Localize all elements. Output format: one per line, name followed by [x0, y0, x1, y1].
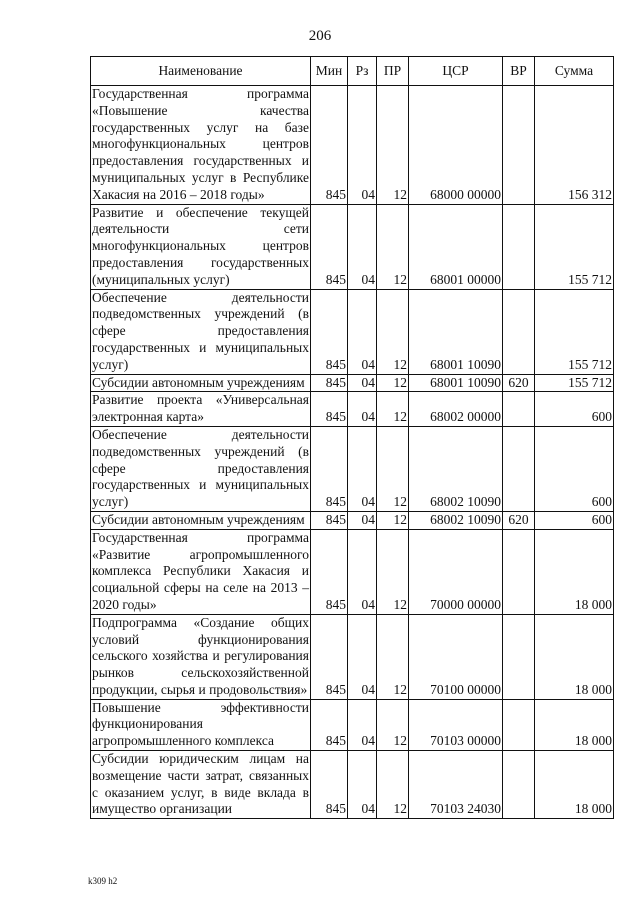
row-min: 845: [311, 204, 348, 289]
row-sum: 155 712: [535, 204, 614, 289]
row-min: 845: [311, 614, 348, 699]
header-pr: ПР: [377, 57, 409, 86]
row-name: Развитие и обеспечение текущей деятельности сети многофункциональных центров предоставления государственных (муниципальных услуг): [91, 204, 311, 289]
row-csr: 68001 10090: [409, 289, 503, 374]
row-sum: 155 712: [535, 374, 614, 392]
footer-code: k309 h2: [88, 876, 118, 886]
row-pr: 12: [377, 511, 409, 529]
table-header-row: [91, 57, 614, 86]
row-rz: 04: [348, 699, 377, 750]
table-row: [91, 511, 614, 529]
row-min: 845: [311, 751, 348, 819]
row-min: 845: [311, 511, 348, 529]
row-pr: 12: [377, 204, 409, 289]
row-pr: 12: [377, 289, 409, 374]
header-vr: ВР: [503, 57, 535, 86]
row-sum: 18 000: [535, 529, 614, 614]
row-pr: 12: [377, 529, 409, 614]
table-row: [91, 751, 614, 819]
row-name: Подпрограмма «Создание общих условий функционирования сельского хозяйства и регулирования рынков сельскохозяйственной продукции, сырья и продовольствия»: [91, 614, 311, 699]
row-name: Субсидии автономным учреждениям: [91, 374, 311, 392]
row-csr: 68001 00000: [409, 204, 503, 289]
row-vr: [503, 614, 535, 699]
row-pr: 12: [377, 614, 409, 699]
row-sum: 600: [535, 511, 614, 529]
table-row: [91, 392, 614, 427]
table-row: [91, 529, 614, 614]
row-sum: 600: [535, 392, 614, 427]
row-name: Обеспечение деятельности подведомственных учреждений (в сфере предоставления государственных и муниципальных услуг): [91, 426, 311, 511]
row-rz: 04: [348, 86, 377, 205]
row-pr: 12: [377, 86, 409, 205]
budget-table: [90, 56, 614, 819]
row-name: Обеспечение деятельности подведомственных учреждений (в сфере предоставления государственных и муниципальных услуг): [91, 289, 311, 374]
row-pr: 12: [377, 751, 409, 819]
row-sum: 18 000: [535, 614, 614, 699]
header-name: Наименование: [91, 57, 311, 86]
row-pr: 12: [377, 374, 409, 392]
row-rz: 04: [348, 374, 377, 392]
row-min: 845: [311, 374, 348, 392]
row-name: Развитие проекта «Универсальная электронная карта»: [91, 392, 311, 427]
header-csr: ЦСР: [409, 57, 503, 86]
row-name: Государственная программа «Развитие агропромышленного комплекса Республики Хакасия и социальной сферы на селе на 2013 – 2020 годы»: [91, 529, 311, 614]
row-csr: 70103 00000: [409, 699, 503, 750]
row-vr: [503, 289, 535, 374]
table-row: [91, 699, 614, 750]
row-sum: 155 712: [535, 289, 614, 374]
row-vr: [503, 426, 535, 511]
table-row: [91, 614, 614, 699]
header-sum: Сумма: [535, 57, 614, 86]
row-csr: 68002 10090: [409, 426, 503, 511]
row-vr: 620: [503, 374, 535, 392]
row-min: 845: [311, 392, 348, 427]
header-rz: Рз: [348, 57, 377, 86]
header-min: Мин: [311, 57, 348, 86]
row-sum: 18 000: [535, 751, 614, 819]
table-row: [91, 204, 614, 289]
row-name: Повышение эффективности функционирования агропромышленного комплекса: [91, 699, 311, 750]
row-vr: [503, 699, 535, 750]
row-pr: 12: [377, 426, 409, 511]
row-sum: 156 312: [535, 86, 614, 205]
row-name: Субсидии автономным учреждениям: [91, 511, 311, 529]
row-csr: 70000 00000: [409, 529, 503, 614]
row-csr: 68002 10090: [409, 511, 503, 529]
row-rz: 04: [348, 392, 377, 427]
row-rz: 04: [348, 751, 377, 819]
row-vr: [503, 392, 535, 427]
row-min: 845: [311, 86, 348, 205]
row-min: 845: [311, 426, 348, 511]
table-row: [91, 374, 614, 392]
row-vr: 620: [503, 511, 535, 529]
row-vr: [503, 204, 535, 289]
row-min: 845: [311, 289, 348, 374]
row-min: 845: [311, 529, 348, 614]
row-vr: [503, 529, 535, 614]
row-csr: 68000 00000: [409, 86, 503, 205]
table-row: [91, 86, 614, 205]
row-name: Государственная программа «Повышение качества государственных услуг на базе многофункциональных центров предоставления государственных и муниципальных услуг в Республике Хакасия на 2016 – 2018 годы»: [91, 86, 311, 205]
row-pr: 12: [377, 392, 409, 427]
row-sum: 600: [535, 426, 614, 511]
row-vr: [503, 86, 535, 205]
row-pr: 12: [377, 699, 409, 750]
row-csr: 68001 10090: [409, 374, 503, 392]
row-csr: 70100 00000: [409, 614, 503, 699]
row-vr: [503, 751, 535, 819]
row-rz: 04: [348, 204, 377, 289]
row-csr: 70103 24030: [409, 751, 503, 819]
page-number: 206: [308, 28, 332, 44]
row-rz: 04: [348, 529, 377, 614]
row-min: 845: [311, 699, 348, 750]
row-rz: 04: [348, 426, 377, 511]
row-rz: 04: [348, 614, 377, 699]
row-rz: 04: [348, 289, 377, 374]
row-csr: 68002 00000: [409, 392, 503, 427]
row-sum: 18 000: [535, 699, 614, 750]
table-row: [91, 289, 614, 374]
row-rz: 04: [348, 511, 377, 529]
row-name: Субсидии юридическим лицам на возмещение части затрат, связанных с оказанием услуг, в виде вклада в имущество организации: [91, 751, 311, 819]
table-row: [91, 426, 614, 511]
